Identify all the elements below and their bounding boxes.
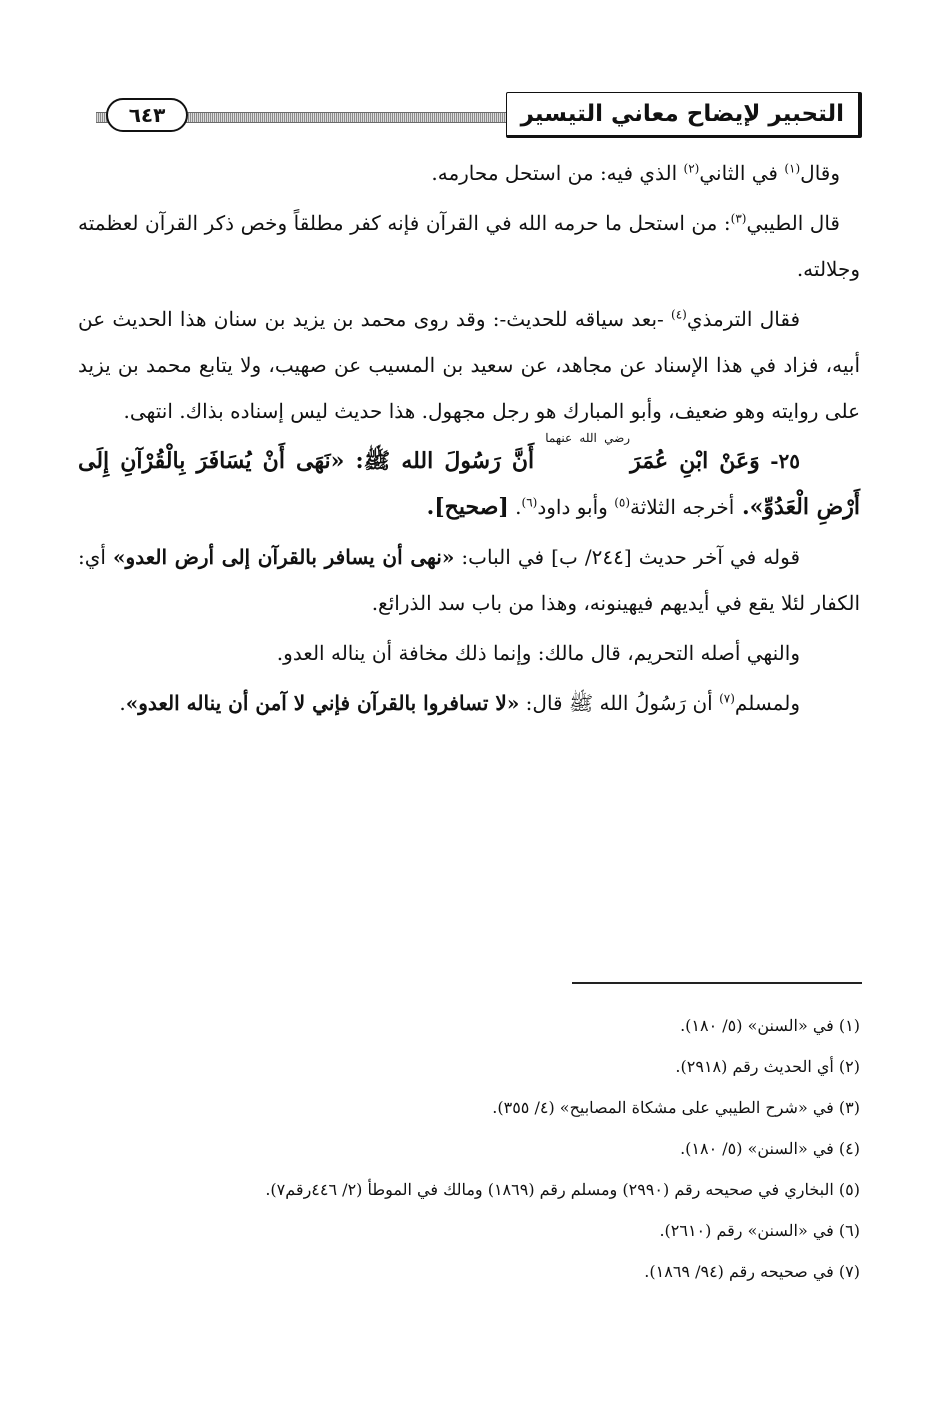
paragraph-3 (78, 296, 860, 434)
paragraph-6: والنهي أصله التحريم، قال مالك: وإنما ذلك مخافة أن يناله العدو. (276, 641, 800, 665)
footnote-2: (٢) أي الحديث رقم (٢٩١٨). (675, 1057, 860, 1076)
honorific-symbol: رضي الله عنهما (545, 431, 631, 445)
text: أخرجه الثلاثة (630, 495, 735, 519)
text: قوله في آخر حديث [٢٤٤/ ب] في الباب: (454, 545, 801, 569)
footnote-3: (٣) في «شرح الطيبي على مشكاة المصابيح» (٤/ ٣٥٥). (492, 1098, 860, 1117)
footnote-ref-5[interactable]: (٥) (614, 495, 631, 510)
hadith-grade: [صحيح]. (426, 494, 509, 520)
text: أن رَسُولُ الله ﷺ قال: (519, 691, 720, 715)
footnote-7: (٧) في صحيحه رقم (٩٤/ ١٨٦٩). (644, 1262, 860, 1281)
hadith-text: أَنَّ رَسُولَ الله ﷺ: «نَهَى أَنْ يُسَافَرَ بِالْقُرْآنِ إِلَى أَرْضِ الْعَدُوِّ». (78, 448, 860, 520)
text: . (119, 691, 126, 715)
footnote-ref-6[interactable]: (٦) (521, 495, 538, 510)
text: الذي فيه: من استحل محارمه. (431, 161, 684, 185)
paragraph-2 (78, 200, 860, 292)
text: قال الطيبي (746, 211, 840, 235)
footnote-ref-1[interactable]: (١) (784, 161, 801, 176)
book-title-frame (506, 92, 862, 138)
hadith-25 (78, 431, 860, 530)
page-number: ٦٤٣ (128, 103, 166, 127)
running-header (96, 92, 862, 140)
footnote-6: (٦) في «السنن» رقم (٢٦١٠). (659, 1221, 860, 1240)
text: وقال (800, 161, 840, 185)
footnotes (78, 1014, 860, 1301)
paragraph-5 (78, 534, 860, 626)
text: وأبو داود (537, 495, 615, 519)
text: -بعد سياقه للحديث-: وقد روى محمد بن يزيد بن سنان هذا الحديث عن أبيه، فزاد في هذا الإسناد عن مجاهد، عن سعيد بن المسيب عن صهيب، ولا يتابع محمد بن يزيد على روايته وهو ضعيف، وأبو المبارك هو رجل مجهول. هذا حديث ليس إسناده بذاك. انتهى. (78, 307, 860, 423)
text: . (508, 495, 522, 519)
paragraph-1 (78, 150, 860, 196)
text: أي: الكفار لئلا يقع في أيديهم فيهينونه، وهذا من باب سد الذرائع. (78, 545, 860, 615)
book-title: التحبير لإيضاح معاني التيسير (520, 101, 844, 127)
main-text (78, 150, 860, 730)
footnote-ref-3[interactable]: (٣) (730, 211, 747, 226)
footnote-5: (٥) البخاري في صحيحه رقم (٢٩٩٠) ومسلم رقم (١٨٦٩) ومالك في الموطأ (٢/ ٤٤٦رقم٧). (265, 1180, 860, 1199)
text: فقال الترمذي (686, 307, 801, 331)
footnote-ref-7[interactable]: (٧) (719, 691, 735, 706)
quoted-hadith: «لا تسافروا بالقرآن فإني لا آمن أن يناله العدو» (125, 691, 520, 715)
footnote-ref-4[interactable]: (٤) (671, 307, 687, 322)
text: في الثاني (699, 161, 785, 185)
text: ولمسلم (734, 691, 800, 715)
page-number-frame (106, 98, 188, 132)
hadith-number: ٢٥- (759, 449, 801, 473)
footnote-separator (572, 982, 862, 984)
footnote-ref-2[interactable]: (٢) (683, 161, 700, 176)
paragraph-7 (78, 680, 860, 726)
text: : من استحل ما حرمه الله في القرآن فإنه كفر مطلقاً وخص ذكر القرآن لعظمته وجلالته. (78, 211, 860, 281)
footnote-1: (١) في «السنن» (٥/ ١٨٠). (680, 1016, 860, 1035)
quoted-hadith: «نهى أن يسافر بالقرآن إلى أرض العدو» (113, 545, 455, 569)
footnote-4: (٤) في «السنن» (٥/ ١٨٠). (680, 1139, 860, 1158)
hadith-text: وَعَنْ ابْنِ عُمَرَ (630, 448, 760, 474)
